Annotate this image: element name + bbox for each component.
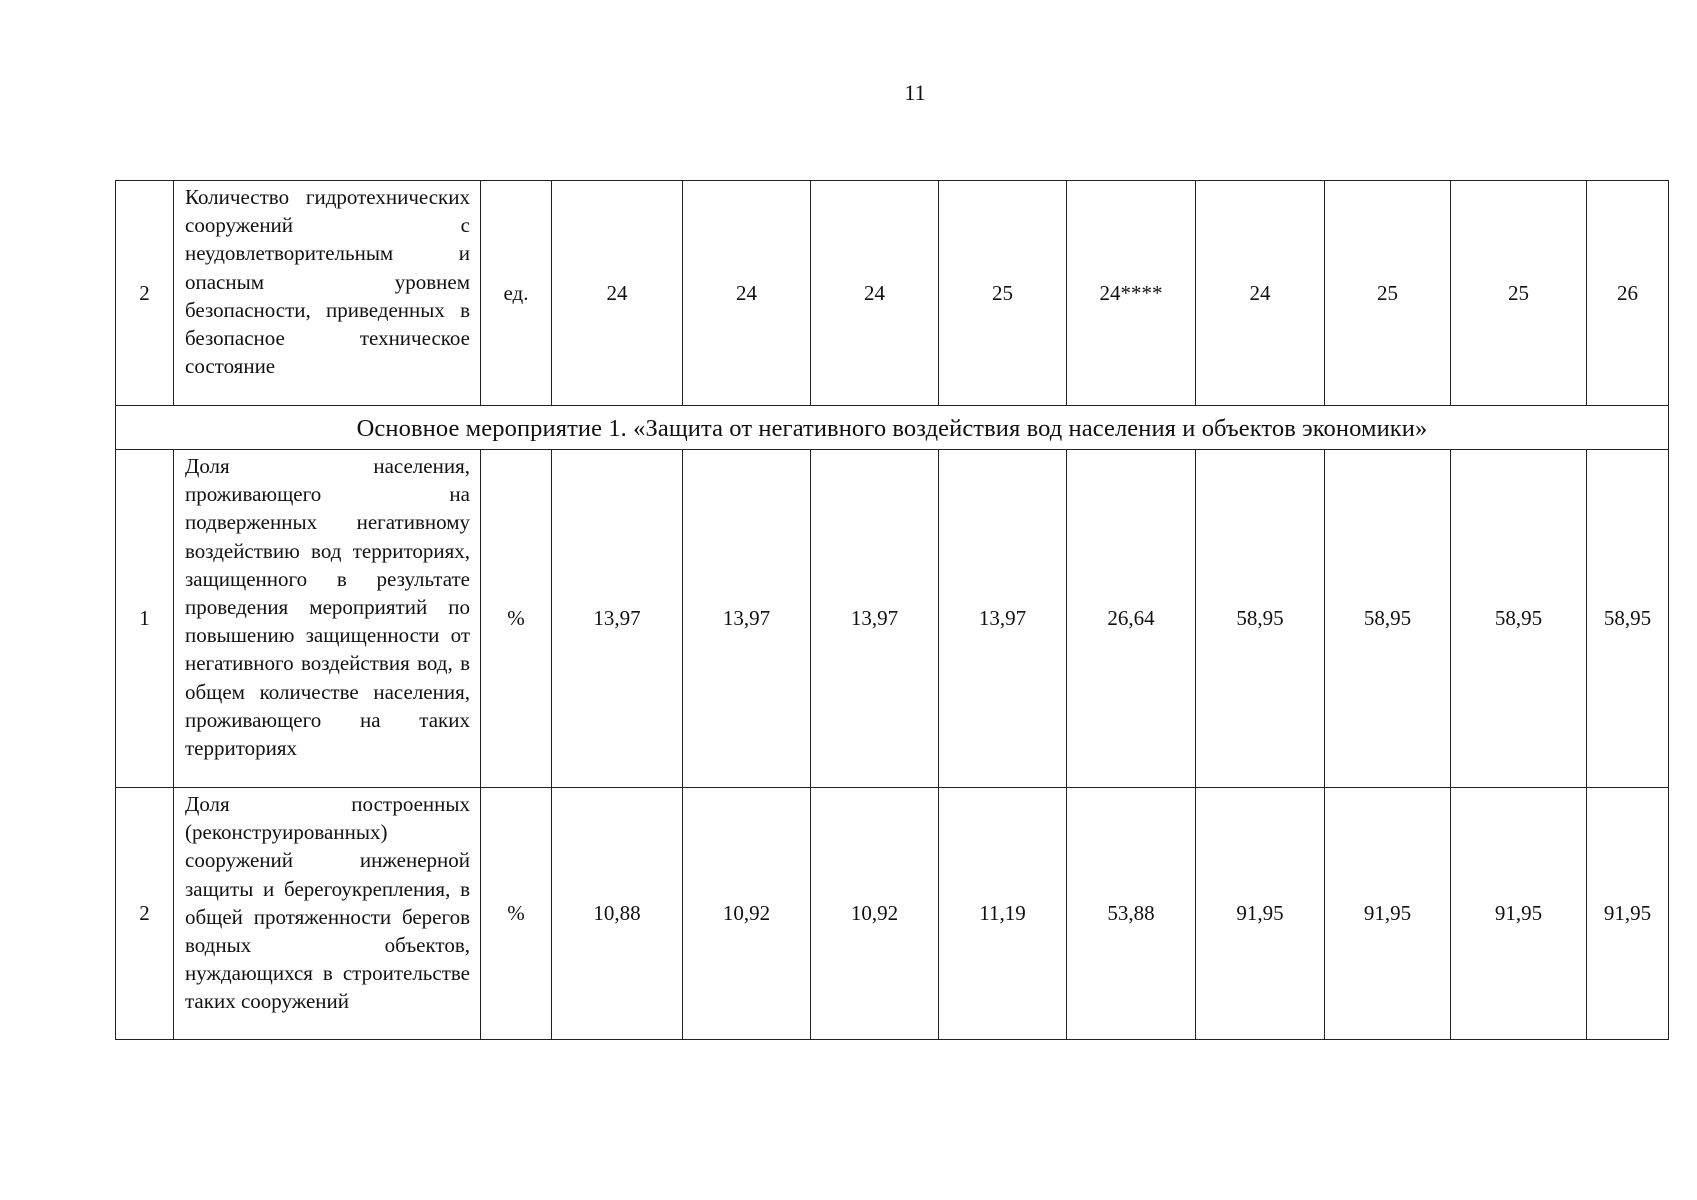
value-cell: 25 <box>1325 181 1451 406</box>
value-cell: 58,95 <box>1587 450 1669 788</box>
value-cell: 24**** <box>1067 181 1196 406</box>
value-cell: 26,64 <box>1067 450 1196 788</box>
row-number: 2 <box>116 181 174 406</box>
indicator-description: Количество гидротехнических сооружений с неудовлетворительным и опасным уровнем безопасности, приведенных в безопасное техническое состояние <box>174 181 481 406</box>
value-cell: 24 <box>552 181 683 406</box>
table-row <box>116 181 1669 406</box>
row-number: 2 <box>116 788 174 1040</box>
unit-cell: % <box>481 450 552 788</box>
value-cell: 53,88 <box>1067 788 1196 1040</box>
value-cell: 10,88 <box>552 788 683 1040</box>
value-cell: 91,95 <box>1587 788 1669 1040</box>
value-cell: 24 <box>683 181 811 406</box>
section-row <box>116 406 1669 450</box>
table-row <box>116 788 1669 1040</box>
value-cell: 91,95 <box>1451 788 1587 1040</box>
value-cell: 13,97 <box>811 450 939 788</box>
unit-cell: ед. <box>481 181 552 406</box>
indicator-description: Доля построенных (реконструированных) сооружений инженерной защиты и берегоукрепления, в общей протяженности берегов водных объектов, нуждающихся в строительстве таких сооружений <box>174 788 481 1040</box>
indicator-description: Доля населения, проживающего на подверженных негативному воздействию вод территориях, защищенного в результате проведения мероприятий по повышению защищенности от негативного воздействия вод, в общем количестве населения, проживающего на таких территориях <box>174 450 481 788</box>
section-title: Основное мероприятие 1. «Защита от негативного воздействия вод населения и объектов экономики» <box>116 406 1669 450</box>
value-cell: 13,97 <box>683 450 811 788</box>
value-cell: 26 <box>1587 181 1669 406</box>
row-number: 1 <box>116 450 174 788</box>
value-cell: 91,95 <box>1196 788 1325 1040</box>
value-cell: 10,92 <box>811 788 939 1040</box>
value-cell: 24 <box>811 181 939 406</box>
value-cell: 91,95 <box>1325 788 1451 1040</box>
table-row <box>116 450 1669 788</box>
indicators-table <box>115 180 1669 1040</box>
value-cell: 13,97 <box>939 450 1067 788</box>
page-number: 11 <box>904 80 926 105</box>
value-cell: 10,92 <box>683 788 811 1040</box>
value-cell: 25 <box>939 181 1067 406</box>
value-cell: 11,19 <box>939 788 1067 1040</box>
unit-cell: % <box>481 788 552 1040</box>
value-cell: 25 <box>1451 181 1587 406</box>
value-cell: 58,95 <box>1451 450 1587 788</box>
value-cell: 24 <box>1196 181 1325 406</box>
value-cell: 58,95 <box>1196 450 1325 788</box>
value-cell: 13,97 <box>552 450 683 788</box>
value-cell: 58,95 <box>1325 450 1451 788</box>
